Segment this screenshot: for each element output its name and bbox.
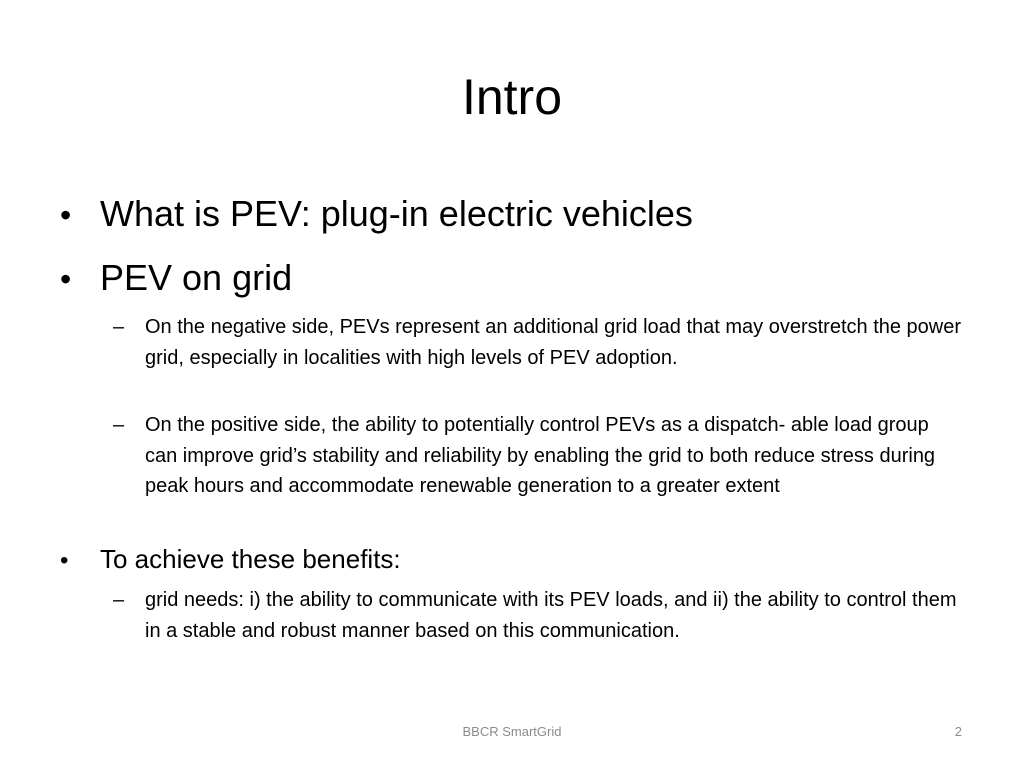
bullet-item <box>60 256 960 301</box>
sub-bullet-marker: – <box>113 414 125 436</box>
sub-bullet-item <box>113 585 963 646</box>
bullet-text: PEV on grid <box>100 257 293 298</box>
sub-bullet-text: On the positive side, the ability to potentially control PEVs as a dispatch- able load group can improve grid’s stability and reliability by enabling the grid to both reduce stress during peak hours and accommodate renewable generation to a greater extent <box>145 414 936 497</box>
sub-bullet-item <box>113 312 963 373</box>
sub-bullet-text: On the negative side, PEVs represent an additional grid load that may overstretch the power grid, especially in localities with high levels of PEV adoption. <box>145 316 962 369</box>
sub-bullet-item <box>113 410 963 502</box>
bullet-text: To achieve these benefits: <box>100 544 401 574</box>
page-number: 2 <box>954 724 962 739</box>
bullet-text: What is PEV: plug-in electric vehicles <box>100 193 693 234</box>
footer-text: BBCR SmartGrid <box>462 724 562 739</box>
sub-bullet-text: grid needs: i) the ability to communicate with its PEV loads, and ii) the ability to control them in a stable and robust manner based on this communication. <box>145 589 957 642</box>
sub-bullet-marker: – <box>113 316 125 338</box>
bullet-marker: • <box>60 547 69 574</box>
bullet-marker: • <box>60 261 72 297</box>
bullet-item <box>60 192 960 237</box>
sub-bullet-marker: – <box>113 589 125 611</box>
slide-title: Intro <box>461 69 563 125</box>
bullet-item <box>60 543 960 577</box>
bullet-marker: • <box>60 197 72 233</box>
